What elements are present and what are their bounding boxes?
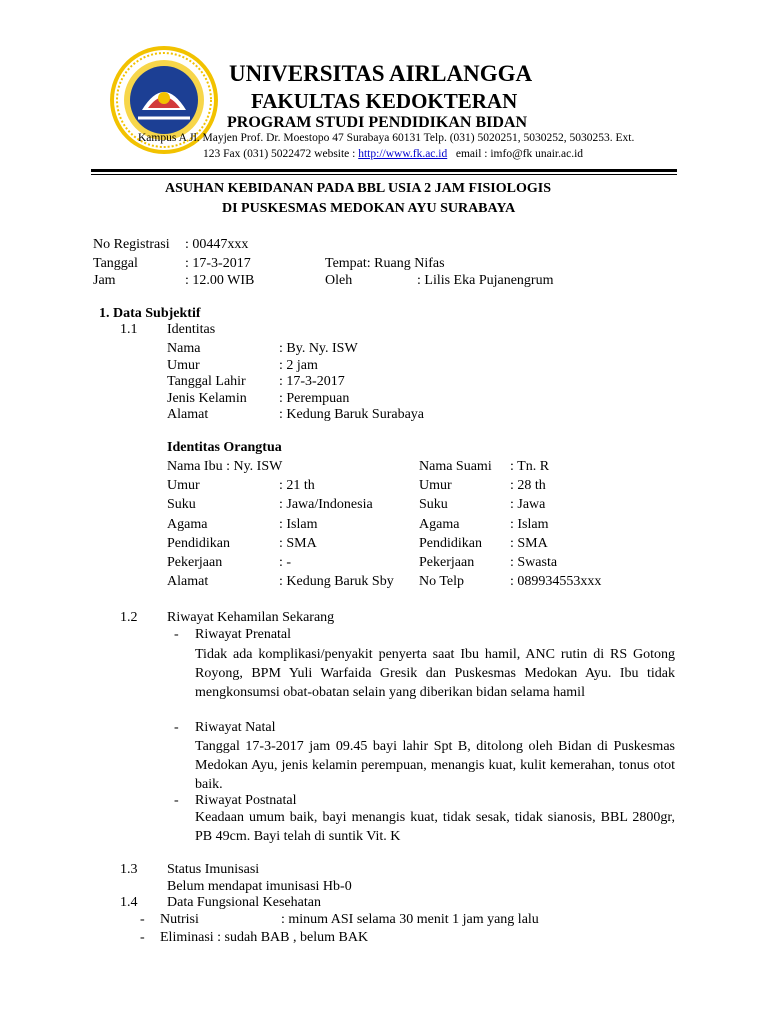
- parent-row-value: : Jawa/Indonesia: [279, 497, 373, 512]
- s14-title: Data Fungsional Kesehatan: [167, 895, 321, 910]
- father-name-value: : Tn. R: [510, 459, 550, 474]
- identity-value: : 2 jam: [279, 358, 318, 373]
- by-label: Oleh: [325, 273, 353, 288]
- place-label: Tempat: Ruang Nifas: [325, 256, 445, 271]
- s11-number: 1.1: [120, 322, 138, 337]
- parent-row-value: : Jawa: [510, 497, 546, 512]
- parent-row-value: : Islam: [510, 517, 549, 532]
- time-label: Jam: [93, 273, 116, 288]
- parent-row-label: Suku: [419, 497, 448, 512]
- parent-row-label: Umur: [419, 478, 452, 493]
- identity-value: : Kedung Baruk Surabaya: [279, 407, 425, 422]
- parent-row-value: : Islam: [279, 517, 318, 532]
- prenatal-title: Riwayat Prenatal: [195, 627, 292, 642]
- section-heading: 1. Data Subjektif: [99, 306, 201, 321]
- program-name: PROGRAM STUDI PENDIDIKAN BIDAN: [227, 114, 528, 131]
- email-text: email : imfo@fk unair.ac.id: [455, 148, 584, 160]
- s13-text: Belum mendapat imunisasi Hb-0: [167, 879, 352, 894]
- bullet-dash: -: [140, 930, 145, 945]
- parent-row-label: Pekerjaan: [167, 555, 223, 570]
- eliminasi-text: Eliminasi : sudah BAB , belum BAK: [160, 930, 369, 945]
- header-rule-thin: [91, 174, 677, 175]
- parent-row-value: : 21 th: [279, 478, 315, 493]
- document-title-line1: ASUHAN KEBIDANAN PADA BBL USIA 2 JAM FISIOLOGIS: [165, 181, 551, 196]
- university-name: UNIVERSITAS AIRLANGGA: [229, 61, 533, 86]
- mother-name: Nama Ibu : Ny. ISW: [167, 459, 283, 474]
- identity-label: Nama: [167, 341, 201, 356]
- parent-row-value: : SMA: [279, 536, 317, 551]
- parent-row-label: Agama: [419, 517, 460, 532]
- s13-number: 1.3: [120, 862, 138, 877]
- parent-row-label: Suku: [167, 497, 196, 512]
- s12-number: 1.2: [120, 610, 138, 625]
- bullet-dash: -: [174, 720, 179, 735]
- natal-title: Riwayat Natal: [195, 720, 276, 735]
- s14-number: 1.4: [120, 895, 138, 910]
- document-title-line2: DI PUSKESMAS MEDOKAN AYU SURABAYA: [222, 201, 516, 216]
- parent-row-value: : SMA: [510, 536, 548, 551]
- identity-label: Jenis Kelamin: [167, 391, 247, 406]
- header-rule-thick: [91, 169, 677, 172]
- identity-value: : 17-3-2017: [279, 374, 345, 389]
- parent-row-label: Agama: [167, 517, 208, 532]
- postnatal-text: Keadaan umum baik, bayi menangis kuat, tidak sesak, tidak sianosis, BBL 2800gr, PB 49cm. Bayi telah di suntik Vit. K: [195, 810, 675, 844]
- father-name-label: Nama Suami: [419, 459, 492, 474]
- address-line-2: [203, 148, 583, 160]
- parent-row-label: Pekerjaan: [419, 555, 475, 570]
- parent-row-value: : -: [279, 555, 292, 570]
- nutrisi-label: Nutrisi: [160, 912, 199, 927]
- postnatal-title: Riwayat Postnatal: [195, 793, 297, 808]
- reg-value: : 00447xxx: [185, 237, 249, 252]
- time-value: : 12.00 WIB: [185, 273, 255, 288]
- s11-title: Identitas: [167, 322, 216, 337]
- parent-row-value: : Swasta: [510, 555, 558, 570]
- address-line-1: Kampus A Jl. Mayjen Prof. Dr. Moestopo 47 Surabaya 60131 Telp. (031) 5020251, 5030252, 5030253. Ext.: [138, 132, 635, 144]
- parent-row-label: Pendidikan: [167, 536, 230, 551]
- parent-row-label: Pendidikan: [419, 536, 482, 551]
- parent-row-value: : Kedung Baruk Sby: [279, 574, 394, 589]
- parent-row-value: : 28 th: [510, 478, 546, 493]
- parent-row-label: Umur: [167, 478, 200, 493]
- faculty-name: FAKULTAS KEDOKTERAN: [251, 89, 518, 113]
- parents-heading: Identitas Orangtua: [167, 440, 282, 455]
- parent-row-value: : 089934553xxx: [510, 574, 602, 589]
- date-value: : 17-3-2017: [185, 256, 251, 271]
- parent-row-label: No Telp: [419, 574, 465, 589]
- s13-title: Status Imunisasi: [167, 862, 260, 877]
- by-value: : Lilis Eka Pujanengrum: [417, 273, 554, 288]
- prenatal-text: Tidak ada komplikasi/penyakit penyerta saat Ibu hamil, ANC rutin di RS Gotong Royong, BPM Yuli Warfaida Gresik dan Puskesmas Medokan Ayu. Ibu tidak mengkonsumsi obat-obatan selain yang diberikan bidan selama hamil: [195, 647, 675, 700]
- identity-value: : Perempuan: [279, 391, 350, 406]
- s12-title: Riwayat Kehamilan Sekarang: [167, 610, 335, 625]
- identity-value: : By. Ny. ISW: [279, 341, 358, 356]
- identity-label: Umur: [167, 358, 200, 373]
- bullet-dash: -: [140, 912, 145, 927]
- identity-label: Alamat: [167, 407, 209, 422]
- identity-label: Tanggal Lahir: [167, 374, 246, 389]
- natal-text: Tanggal 17-3-2017 jam 09.45 bayi lahir Spt B, ditolong oleh Bidan di Puskesmas Medokan Ayu, jenis kelamin perempuan, menangis kuat, kulit kemerahan, tonus otot baik.: [195, 739, 675, 792]
- bullet-dash: -: [174, 627, 179, 642]
- date-label: Tanggal: [93, 256, 138, 271]
- parent-row-label: Alamat: [167, 574, 209, 589]
- reg-label: No Registrasi: [93, 237, 170, 252]
- nutrisi-value: : minum ASI selama 30 menit 1 jam yang lalu: [281, 912, 539, 927]
- website-link[interactable]: http://www.fk.ac.id: [358, 148, 448, 160]
- bullet-dash: -: [174, 793, 179, 808]
- address-fax: 123 Fax (031) 5022472 website :: [203, 148, 359, 160]
